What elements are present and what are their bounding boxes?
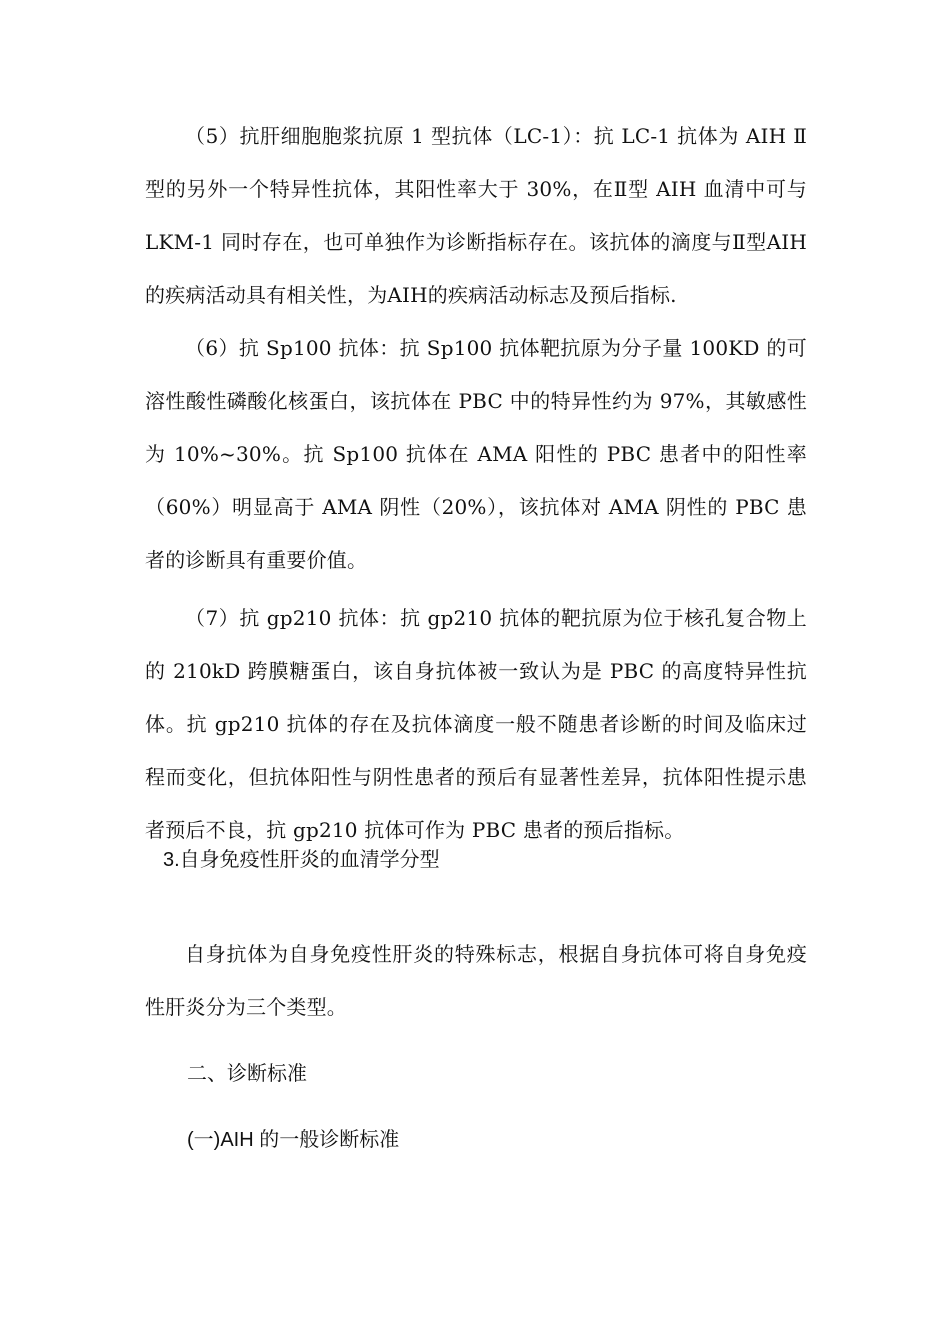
paragraph-sp100-antibody: （6）抗 Sp100 抗体：抗 Sp100 抗体靶抗原为分子量 100KD 的可溶性酸性磷酸化核蛋白，该抗体在 PBC 中的特异性约为 97%，其敏感性为 10%~30%。抗 Sp100 抗体在 AMA 阳性的 PBC 患者中的阳性率（60%）明显高于 AMA 阴性（20%），该抗体对 AMA 阴性的 PBC 患者的诊断具有重要价值。: [145, 336, 807, 572]
section-heading-diagnosis: 二、诊断标准: [187, 1061, 307, 1085]
paragraph-gp210-antibody: （7）抗 gp210 抗体：抗 gp210 抗体的靶抗原为位于核孔复合物上的 210kD 跨膜糖蛋白，该自身抗体被一致认为是 PBC 的高度特异性抗体。抗 gp210 抗体的存在及抗体滴度一般不随患者诊断的时间及临床过程而变化，但抗体阳性与阴性患者的预后有显著性差异，抗体阳性提示患者预后不良，抗 gp210 抗体可作为 PBC 患者的预后指标。: [145, 606, 807, 842]
paragraph-serology-classification: 自身抗体为自身免疫性肝炎的特殊标志，根据自身抗体可将自身免疫性肝炎分为三个类型。: [145, 942, 807, 1019]
subsection-heading-general-criteria: (一)AIH 的一般诊断标准: [187, 1129, 400, 1151]
section-heading-serology: 3.自身免疫性肝炎的血清学分型: [163, 849, 440, 871]
paragraph-lc1-antibody: （5）抗肝细胞胞浆抗原 1 型抗体（LC-1）：抗 LC-1 抗体为 AIH Ⅱ型的另外一个特异性抗体，其阳性率大于 30%，在Ⅱ型 AIH 血清中可与 LKM-1 同时存在，也可单独作为诊断指标存在。该抗体的滴度与Ⅱ型AIH的疾病活动具有相关性，为AIH的疾病活动标志及预后指标.: [145, 124, 807, 307]
